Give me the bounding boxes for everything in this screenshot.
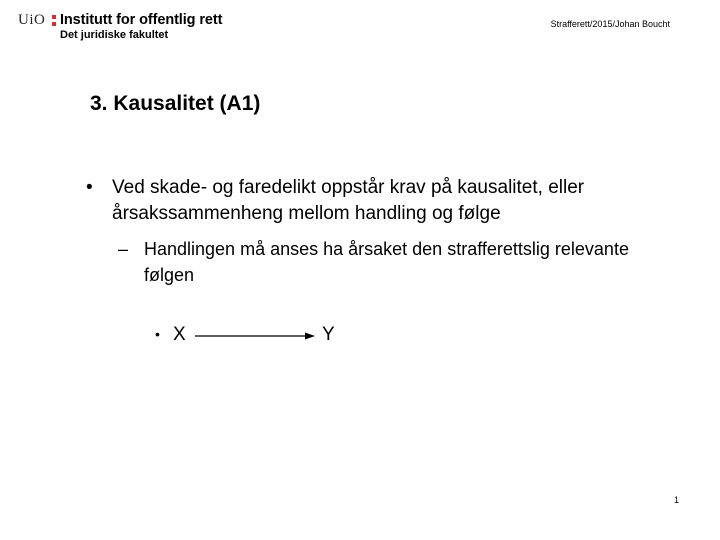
diagram-x-label: X: [173, 324, 186, 345]
diagram-y-label: Y: [322, 324, 335, 345]
institute-name: Institutt for offentlig rett: [60, 12, 223, 28]
logo-mark: UiO: [18, 12, 46, 28]
slide-title: 3. Kausalitet (A1): [90, 92, 261, 115]
diagram-bullet-icon: •: [155, 326, 160, 342]
header-course-info: Strafferett/2015/Johan Boucht: [550, 19, 670, 29]
bullet-dot-icon: •: [86, 177, 93, 198]
causality-diagram: [155, 324, 395, 350]
logo-colon-icon: [52, 15, 56, 28]
sub-bullet-dash-icon: –: [118, 239, 129, 259]
sub-bullet-item: [118, 236, 678, 288]
sub-bullet-text: Handlingen må anses ha årsaket den strafferettslig relevante følgen: [144, 239, 629, 285]
arrow-right-icon: [195, 330, 315, 342]
page-number: 1: [673, 495, 679, 505]
bullet-item: [86, 175, 676, 227]
bullet-text: Ved skade- og faredelikt oppstår krav på kausalitet, eller årsakssammenheng mellom handling og følge: [112, 177, 585, 224]
faculty-name: Det juridiske fakultet: [60, 29, 169, 41]
